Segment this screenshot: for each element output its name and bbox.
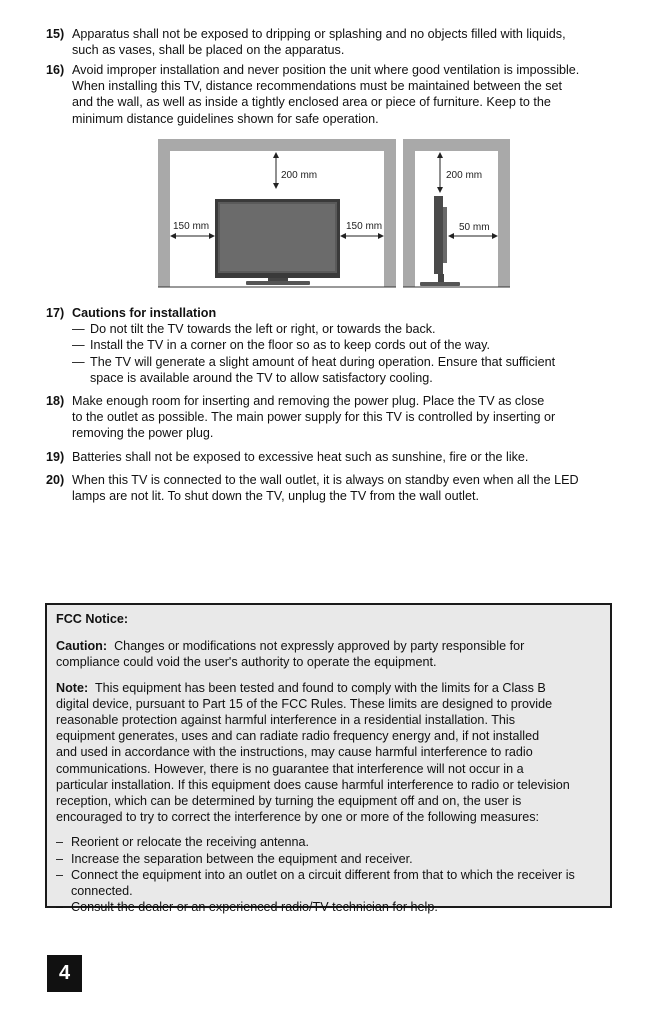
dash: – <box>56 851 64 866</box>
top-clearance-label: 200 mm <box>281 170 318 181</box>
item-number: 17) <box>46 306 65 320</box>
item-15 <box>46 26 626 58</box>
text-line: Batteries shall not be exposed to excessive heat such as sunshine, fire or the like. <box>72 450 529 464</box>
dash: — <box>72 354 85 369</box>
tv-side-icon <box>420 196 460 286</box>
bullet-text: The TV will generate a slight amount of heat during operation. Ensure that sufficient <box>90 354 556 369</box>
text-line: encouraged to try to correct the interference by one or more of the following measures: <box>56 810 540 825</box>
text-line: equipment generates, uses and can radiate radio frequency energy and, if not installed <box>56 729 540 744</box>
list-text: Increase the separation between the equipment and receiver. <box>71 851 413 866</box>
item-number: 16) <box>46 63 65 77</box>
text-line: When this TV is connected to the wall outlet, it is always on standby even when all the LED <box>72 473 579 487</box>
dash: — <box>72 322 85 337</box>
fcc-caution-paragraph <box>56 638 600 670</box>
text-line <box>56 680 600 696</box>
list-item <box>56 899 600 915</box>
fcc-note-paragraph <box>56 680 600 826</box>
list-text: Connect the equipment into an outlet on a circuit different from that to which the receiver is <box>71 867 575 882</box>
text-line: reasonable protection against harmful interference in a residential installation. This <box>56 713 516 728</box>
list-item <box>56 834 600 850</box>
dash: — <box>72 338 85 353</box>
list-item <box>56 867 600 883</box>
text-line: to the outlet as possible. The main power supply for this TV is controlled by inserting or <box>72 410 556 425</box>
text-line: minimum distance guidelines shown for safe operation. <box>72 111 379 126</box>
item-20 <box>46 472 626 504</box>
item-number: 20) <box>46 473 65 487</box>
item-text <box>72 449 626 465</box>
text-line: and used in accordance with the instructions, may cause harmful interference to radio <box>56 745 533 760</box>
list-text: Consult the dealer or an experienced radio/TV technician for help. <box>71 900 438 915</box>
list-text: connected. <box>71 884 133 899</box>
text-line: Apparatus shall not be exposed to dripping or splashing and no objects filled with liquids, <box>72 27 566 41</box>
item-text <box>72 26 626 58</box>
item-17 <box>46 305 626 386</box>
list-item-continuation <box>56 883 600 899</box>
text-line: digital device, pursuant to Part 15 of the FCC Rules. These limits are designed to provide <box>56 696 553 711</box>
text-line: compliance could void the user's authority to operate the equipment. <box>56 655 437 670</box>
text-span: Changes or modifications not expressly approved by party responsible for <box>114 639 525 654</box>
side-top-clearance-label: 200 mm <box>446 170 483 181</box>
item-text <box>72 472 626 504</box>
item-number: 19) <box>46 450 65 464</box>
item-number: 18) <box>46 394 65 408</box>
bullet-text: space is available around the TV to allow satisfactory cooling. <box>90 370 433 385</box>
text-line <box>56 638 600 654</box>
caution-bullet-continuation <box>72 370 626 386</box>
item-text <box>72 62 626 127</box>
list-item <box>56 851 600 867</box>
right-clearance-label: 150 mm <box>346 221 383 232</box>
text-line: Make enough room for inserting and removing the power plug. Place the TV as close <box>72 394 545 408</box>
installation-clearance-diagram <box>158 139 512 291</box>
list-text: Reorient or relocate the receiving antenna. <box>71 835 310 850</box>
fcc-notice-title: FCC Notice: <box>56 612 129 626</box>
note-label: Note: <box>56 680 89 695</box>
item-text <box>72 393 626 442</box>
item-text <box>72 305 626 386</box>
dash: – <box>56 867 64 882</box>
dash: – <box>56 835 64 850</box>
item-16 <box>46 62 626 127</box>
item-18 <box>46 393 626 442</box>
cautions-heading: Cautions for installation <box>72 306 217 320</box>
text-line: and the wall, as well as inside a tightly enclosed area or piece of furniture. Keep to the <box>72 95 551 110</box>
text-line: Avoid improper installation and never position the unit where good ventilation is impossible. <box>72 63 580 77</box>
caution-bullet <box>72 337 626 353</box>
text-line: particular installation. If this equipment does cause harmful interference to radio or television <box>56 777 570 792</box>
front-view <box>158 139 396 287</box>
fcc-measures-list <box>56 834 600 915</box>
text-line: reception, which can be determined by turning the equipment off and on, the user is <box>56 794 522 809</box>
item-number: 15) <box>46 27 65 41</box>
text-span: This equipment has been tested and found to comply with the limits for a Class B <box>94 680 546 695</box>
item-19 <box>46 449 626 465</box>
tv-front-icon <box>215 199 340 285</box>
side-view <box>403 139 510 287</box>
dash: – <box>56 900 64 915</box>
text-line: such as vases, shall be placed on the apparatus. <box>72 43 345 58</box>
text-line: When installing this TV, distance recommendations must be maintained between the set <box>72 79 563 94</box>
bullet-text: Install the TV in a corner on the floor so as to keep cords out of the way. <box>90 338 490 353</box>
page-number: 4 <box>47 955 82 992</box>
text-line: lamps are not lit. To shut down the TV, unplug the TV from the wall outlet. <box>72 489 479 504</box>
bullet-text: Do not tilt the TV towards the left or right, or towards the back. <box>90 322 436 337</box>
caution-label: Caution: <box>56 639 108 654</box>
text-line: removing the power plug. <box>72 426 214 441</box>
side-wall-outline <box>403 139 510 287</box>
caution-bullet <box>72 354 626 370</box>
fcc-notice-box <box>45 603 612 915</box>
caution-bullet <box>72 321 626 337</box>
back-clearance-label: 50 mm <box>459 222 490 233</box>
text-line: communications. However, there is no guarantee that interference will not occur in a <box>56 761 524 776</box>
left-clearance-label: 150 mm <box>173 221 210 232</box>
